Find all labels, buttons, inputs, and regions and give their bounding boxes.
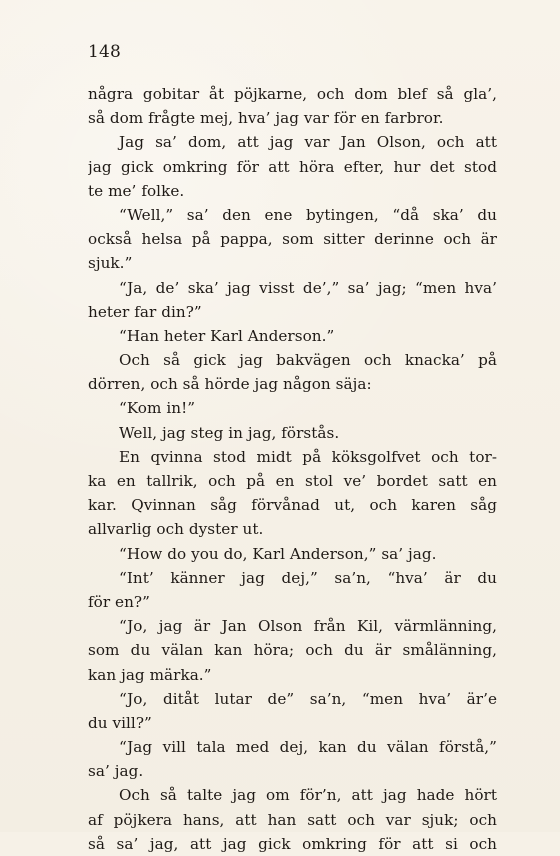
text-line: några gobitar åt pöjkarne, och dom blef så gla’,: [88, 85, 497, 103]
text-line: Well, jag steg in jag, förstås.: [119, 423, 340, 442]
text-line: dörren, och så hörde jag någon säja:: [88, 375, 372, 394]
text-line: som du välan kan höra; och du är smålänning,: [88, 641, 497, 660]
text-line: Jag sa’ dom, att jag var Jan Olson, och att: [119, 133, 497, 152]
text-line: heter far din?”: [88, 302, 202, 321]
text-line: af pöjkera hans, att han satt och var sjuk; och: [88, 810, 497, 829]
text-line: sa’ jag.: [88, 762, 144, 781]
text-line: jag gick omkring för att höra efter, hur det stod: [88, 157, 497, 176]
text-line: te me’ folke.: [88, 181, 185, 200]
text-line: sjuk.”: [88, 254, 133, 273]
text-line: kar. Qvinnan såg förvånad ut, och karen såg: [88, 496, 497, 515]
page-number: 148: [88, 42, 122, 62]
text-line: så dom frågte mej, hva’ jag var för en farbror.: [88, 109, 444, 128]
text-line: En qvinna stod midt på köksgolfvet och tor-: [119, 447, 497, 466]
text-line: så sa’ jag, att jag gick omkring för att si och: [88, 834, 497, 853]
text-line: kan jag märka.”: [88, 665, 212, 684]
text-line: ka en tallrik, och på en stol ve’ bordet satt en: [88, 472, 497, 490]
text-line: också helsa på pappa, som sitter derinne och är: [88, 230, 497, 249]
text-line: “Kom in!”: [119, 399, 196, 418]
text-line: “Han heter Karl Anderson.”: [119, 326, 335, 345]
text-line: Och så gick jag bakvägen och knacka’ på: [119, 351, 497, 370]
page-text-block: [88, 82, 497, 856]
text-line: “How do you do, Karl Anderson,” sa’ jag.: [119, 544, 437, 563]
text-line: “Jo, ditåt lutar de” sa’n, “men hva’ är’e: [119, 689, 497, 708]
text-line: “Jag vill tala med dej, kan du välan förstå,”: [119, 738, 497, 757]
text-line: “Well,” sa’ den ene bytingen, “då ska’ du: [119, 205, 497, 224]
text-line: “Ja, de’ ska’ jag visst de’,” sa’ jag; “men hva’: [119, 278, 497, 297]
text-line: allvarlig och dyster ut.: [88, 520, 264, 539]
text-line: du vill?”: [88, 713, 152, 732]
text-line: “Int’ känner jag dej,” sa’n, “hva’ är du: [119, 568, 497, 587]
text-line: för en?”: [88, 592, 150, 611]
text-line: Och så talte jag om för’n, att jag hade hört: [119, 786, 497, 805]
text-line: “Jo, jag är Jan Olson från Kil, värmlänning,: [119, 617, 497, 636]
